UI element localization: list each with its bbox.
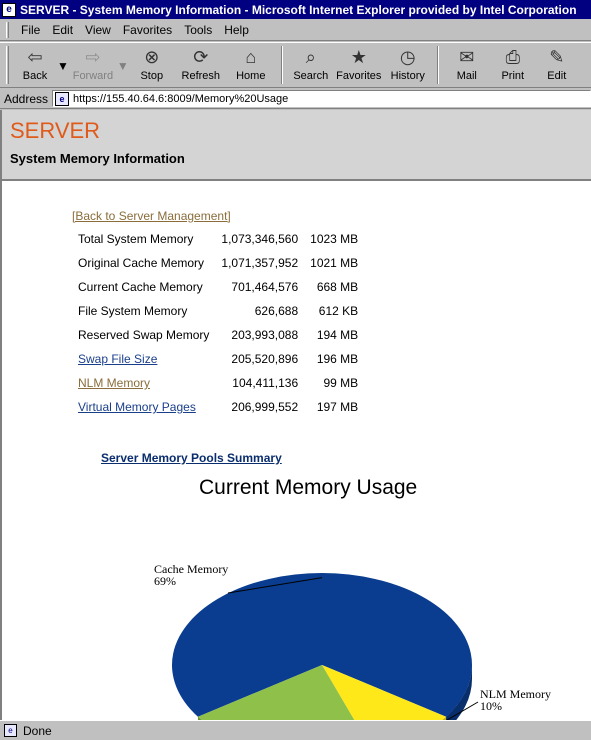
table-row bbox=[72, 347, 364, 371]
back-arrow-icon: ⇦ bbox=[27, 46, 43, 67]
row-bytes: 206,999,552 bbox=[231, 400, 299, 414]
memory-pools-summary-link[interactable]: Server Memory Pools Summary bbox=[101, 451, 282, 465]
back-dropdown-icon[interactable]: ▼ bbox=[57, 59, 69, 73]
pie-percent-label: 69% bbox=[154, 574, 176, 588]
row-bytes: 1,071,357,952 bbox=[221, 256, 299, 270]
menu-help[interactable]: Help bbox=[224, 22, 249, 37]
toolbar-separator bbox=[437, 46, 439, 84]
menu-bar bbox=[0, 19, 591, 41]
row-bytes: 104,411,136 bbox=[232, 376, 299, 390]
row-label: File System Memory bbox=[78, 304, 188, 318]
home-button[interactable]: ⌂ Home bbox=[236, 46, 266, 82]
refresh-button[interactable]: ⟳ Refresh bbox=[181, 46, 221, 82]
memory-table bbox=[72, 227, 364, 419]
window-title-bar bbox=[0, 0, 591, 19]
mail-button[interactable]: ✉ Mail bbox=[456, 46, 477, 82]
row-size: 1023 MB bbox=[310, 232, 359, 246]
table-row bbox=[72, 275, 364, 299]
toolbar-grip bbox=[6, 46, 9, 84]
forward-arrow-icon: ⇨ bbox=[85, 46, 101, 67]
ie-logo-icon: e bbox=[2, 3, 16, 17]
row-label: Reserved Swap Memory bbox=[78, 328, 210, 342]
status-bar bbox=[0, 720, 591, 740]
page-status-icon: e bbox=[4, 724, 17, 737]
row-size: 99 MB bbox=[323, 376, 359, 390]
status-text: Done bbox=[23, 723, 52, 738]
row-size: 196 MB bbox=[316, 352, 359, 366]
pie-percent-label: 10% bbox=[480, 699, 502, 713]
stop-icon: ⊗ bbox=[144, 46, 160, 67]
standard-toolbar bbox=[0, 42, 591, 88]
table-row bbox=[72, 251, 364, 275]
menu-grip bbox=[6, 22, 9, 38]
nlm-memory-link[interactable]: NLM Memory bbox=[78, 376, 151, 390]
favorites-button[interactable]: ★ Favorites bbox=[336, 46, 382, 82]
server-name: SERVER bbox=[10, 118, 101, 143]
print-icon: ⎙ bbox=[505, 46, 520, 67]
row-label: Original Cache Memory bbox=[78, 256, 205, 270]
table-row bbox=[72, 395, 364, 419]
toolbar-separator bbox=[281, 46, 283, 84]
print-button[interactable]: ⎙ Print bbox=[501, 46, 525, 82]
favorites-icon: ★ bbox=[350, 46, 367, 67]
menu-file[interactable]: File bbox=[21, 22, 41, 37]
mail-icon: ✉ bbox=[459, 46, 475, 67]
row-size: 612 KB bbox=[318, 304, 359, 318]
page-content bbox=[0, 110, 591, 720]
row-bytes: 1,073,346,560 bbox=[221, 232, 299, 246]
table-row bbox=[72, 299, 364, 323]
edit-page-icon: ✎ bbox=[549, 46, 565, 67]
table-row bbox=[72, 227, 364, 251]
address-input[interactable] bbox=[52, 90, 591, 107]
edit-button[interactable]: ✎ Edit bbox=[547, 46, 567, 82]
row-bytes: 701,464,576 bbox=[231, 280, 299, 294]
refresh-icon: ⟳ bbox=[193, 46, 209, 67]
forward-dropdown-icon[interactable]: ▼ bbox=[116, 59, 129, 73]
page-subtitle: System Memory Information bbox=[10, 151, 185, 166]
back-to-server-management-link[interactable]: [Back to Server Management] bbox=[72, 209, 231, 223]
search-icon: ⌕ bbox=[305, 46, 316, 67]
window-title: SERVER - System Memory Information - Microsoft Internet Explorer provided by Intel Corporation bbox=[20, 2, 577, 17]
address-url: https://155.40.64.6:8009/Memory%20Usage bbox=[73, 92, 289, 105]
virtual-memory-pages-link[interactable]: Virtual Memory Pages bbox=[78, 400, 196, 414]
row-bytes: 205,520,896 bbox=[231, 352, 299, 366]
swap-file-size-link[interactable]: Swap File Size bbox=[78, 352, 158, 366]
chart-title: Current Memory Usage bbox=[199, 476, 418, 499]
menu-favorites[interactable]: Favorites bbox=[122, 22, 173, 37]
page-icon: e bbox=[55, 92, 69, 106]
menu-tools[interactable]: Tools bbox=[184, 22, 213, 37]
row-bytes: 203,993,088 bbox=[231, 328, 299, 342]
row-size: 1021 MB bbox=[310, 256, 359, 270]
memory-pie-chart bbox=[2, 510, 591, 720]
pie-label: Cache Memory bbox=[154, 562, 229, 576]
address-bar bbox=[0, 89, 591, 109]
page-header bbox=[2, 110, 591, 181]
stop-button[interactable]: ⊗ Stop bbox=[140, 46, 164, 82]
menu-edit[interactable]: Edit bbox=[52, 22, 74, 37]
table-row bbox=[72, 323, 364, 347]
menu-view[interactable]: View bbox=[85, 22, 111, 37]
history-button[interactable]: ◷ History bbox=[390, 46, 425, 82]
back-button[interactable]: ⇦ Back bbox=[22, 46, 48, 82]
forward-button[interactable]: ⇨ Forward bbox=[72, 46, 114, 82]
row-bytes: 626,688 bbox=[254, 304, 299, 318]
address-label: Address bbox=[4, 91, 49, 106]
row-label: Total System Memory bbox=[78, 232, 194, 246]
pie-label: NLM Memory bbox=[480, 687, 551, 701]
table-row bbox=[72, 371, 364, 395]
row-size: 668 MB bbox=[316, 280, 359, 294]
row-size: 194 MB bbox=[316, 328, 359, 342]
row-label: Current Cache Memory bbox=[78, 280, 203, 294]
home-icon: ⌂ bbox=[245, 46, 257, 67]
search-button[interactable]: ⌕ Search bbox=[293, 46, 329, 82]
row-size: 197 MB bbox=[316, 400, 359, 414]
history-icon: ◷ bbox=[399, 46, 416, 67]
